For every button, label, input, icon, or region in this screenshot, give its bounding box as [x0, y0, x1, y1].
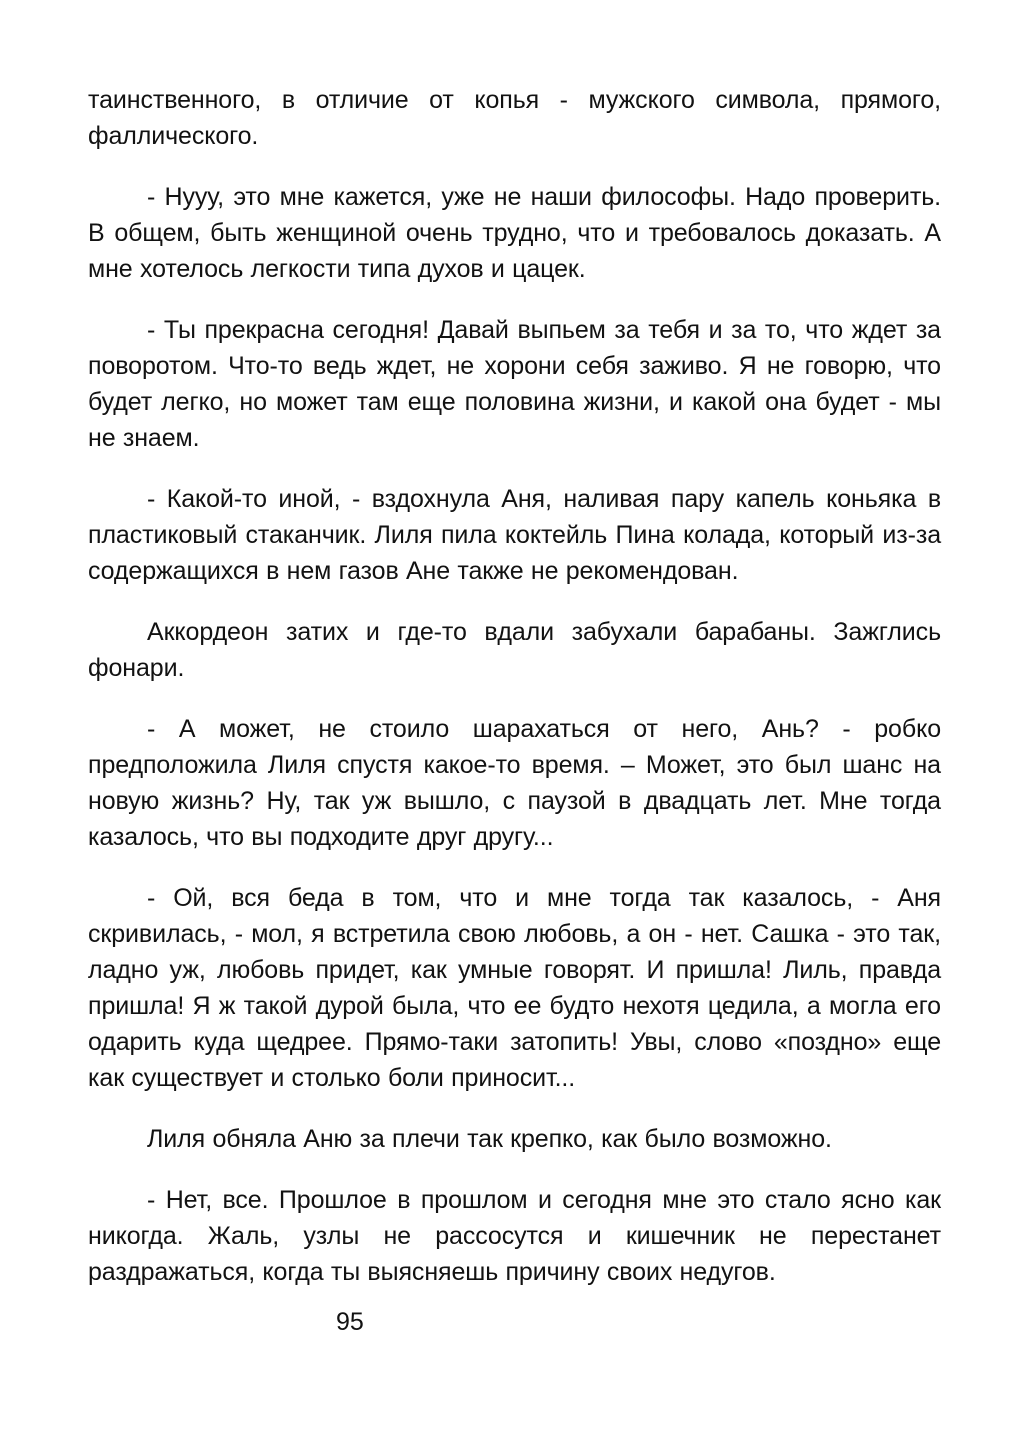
paragraph: - Ой, вся беда в том, что и мне тогда так казалось, - Аня скривилась, - мол, я встретила свою любовь, а он - нет. Сашка - это так, ладно уж, любовь придет, как умные говорят. И пришла! Лиль, правда пришла! Я ж такой дурой была, что ее будто нехотя цедила, а могла его одарить куда щедрее. Прямо-таки затопить! Увы, слово «поздно» еще как существует и столько боли приносит... [88, 884, 941, 1092]
paragraph: - Нет, все. Прошлое в прошлом и сегодня мне это стало ясно как никогда. Жаль, узлы не рассосутся и кишечник не перестанет раздражаться, когда ты выясняешь причину своих недугов. [88, 1186, 941, 1286]
paragraph: Лиля обняла Аню за плечи так крепко, как было возможно. [147, 1125, 832, 1153]
paragraph: Аккордеон затих и где-то вдали забухали барабаны. Зажглись фонари. [88, 618, 941, 682]
paragraph: - А может, не стоило шарахаться от него, Ань? - робко предположила Лиля спустя какое-то время. – Может, это был шанс на новую жизнь? Ну, так уж вышло, с паузой в двадцать лет. Мне тогда казалось, что вы подходите друг другу... [88, 715, 941, 851]
paragraph: - Ты прекрасна сегодня! Давай выпьем за тебя и за то, что ждет за поворотом. Что-то ведь ждет, не хорони себя заживо. Я не говорю, что будет легко, но может там еще половина жизни, и какой она будет - мы не знаем. [88, 316, 941, 452]
page-number: 95 [336, 1308, 364, 1336]
page-text [88, 82, 941, 1315]
paragraph: - Какой-то иной, - вздохнула Аня, наливая пару капель коньяка в пластиковый стаканчик. Лиля пила коктейль Пина колада, который из-за содержащихся в нем газов Ане также не рекомендован. [88, 485, 941, 585]
paragraph: таинственного, в отличие от копья - мужского символа, прямого, фаллического. [88, 86, 941, 150]
paragraph: - Нууу, это мне кажется, уже не наши философы. Надо проверить. В общем, быть женщиной очень трудно, что и требовалось доказать. А мне хотелось легкости типа духов и цацек. [88, 183, 941, 283]
